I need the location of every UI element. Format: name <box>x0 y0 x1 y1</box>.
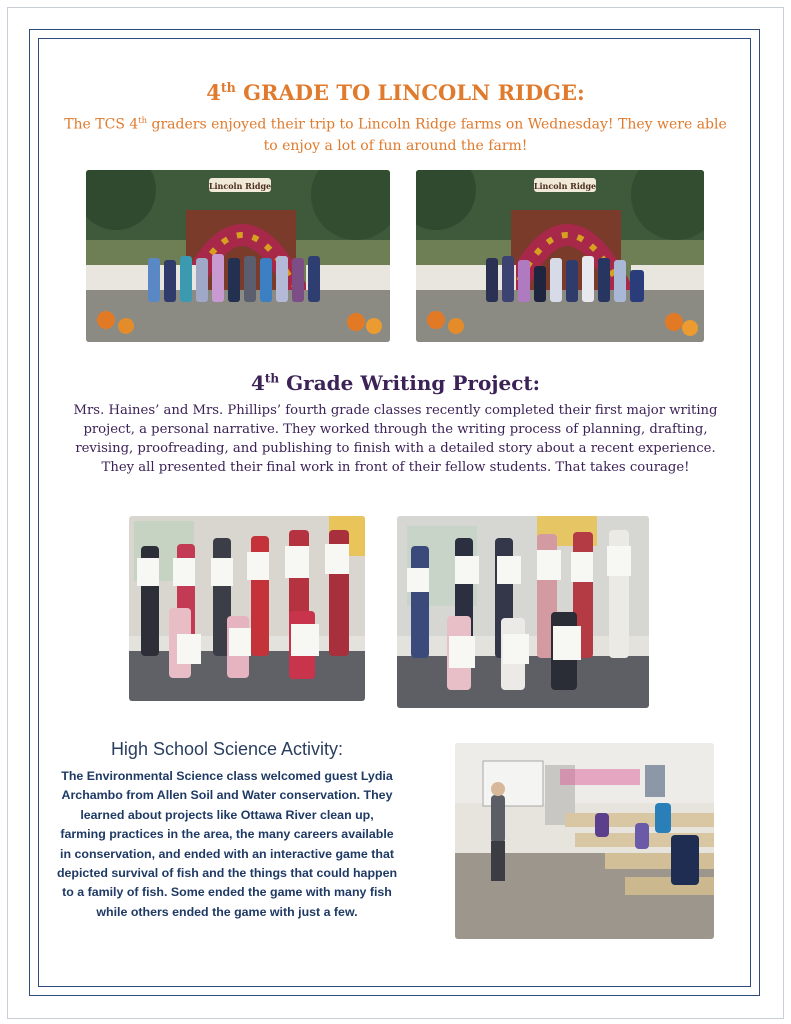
science-activity-title: High School Science Activity: <box>110 739 344 759</box>
writing-class-photo-right <box>397 516 649 708</box>
lincoln-ridge-text: The TCS 4th graders enjoyed their trip to Lincoln Ridge farms on Wednesday! They were able to enjoy a lot of fun around the farm! <box>64 115 727 154</box>
farm-group-photo-right <box>416 170 704 342</box>
writing-project-title: 4th Grade Writing Project: <box>250 371 541 395</box>
science-classroom-photo <box>455 743 714 939</box>
science-activity-text: The Environmental Science class welcomed guest Lydia Archambo from Allen Soil and Water conservation. They learned about projects like Ottawa River clean up, farming practices in the area, the many careers available in conservation, and ended with an interactive game that depicted survival of fish and the things that could happen to a family of fish. Some ended the game with many fish while others ended the game with just a few. <box>56 769 398 919</box>
farm-group-photo-left <box>86 170 390 342</box>
lincoln-ridge-title: 4th GRADE TO LINCOLN RIDGE: <box>206 80 585 105</box>
svg-text:Lincoln Ridge: Lincoln Ridge <box>533 181 597 191</box>
writing-class-photo-left <box>129 516 365 701</box>
svg-text:Lincoln Ridge: Lincoln Ridge <box>208 181 272 191</box>
writing-project-text: Mrs. Haines’ and Mrs. Phillips’ fourth grade classes recently completed their first major writing project, a personal narrative. They worked through the writing process of planning, drafting, revising, proofreading, and publishing to finish with a detailed story about a recent experience. They all presented their final work in front of their fellow students. That takes courage! <box>73 403 718 475</box>
